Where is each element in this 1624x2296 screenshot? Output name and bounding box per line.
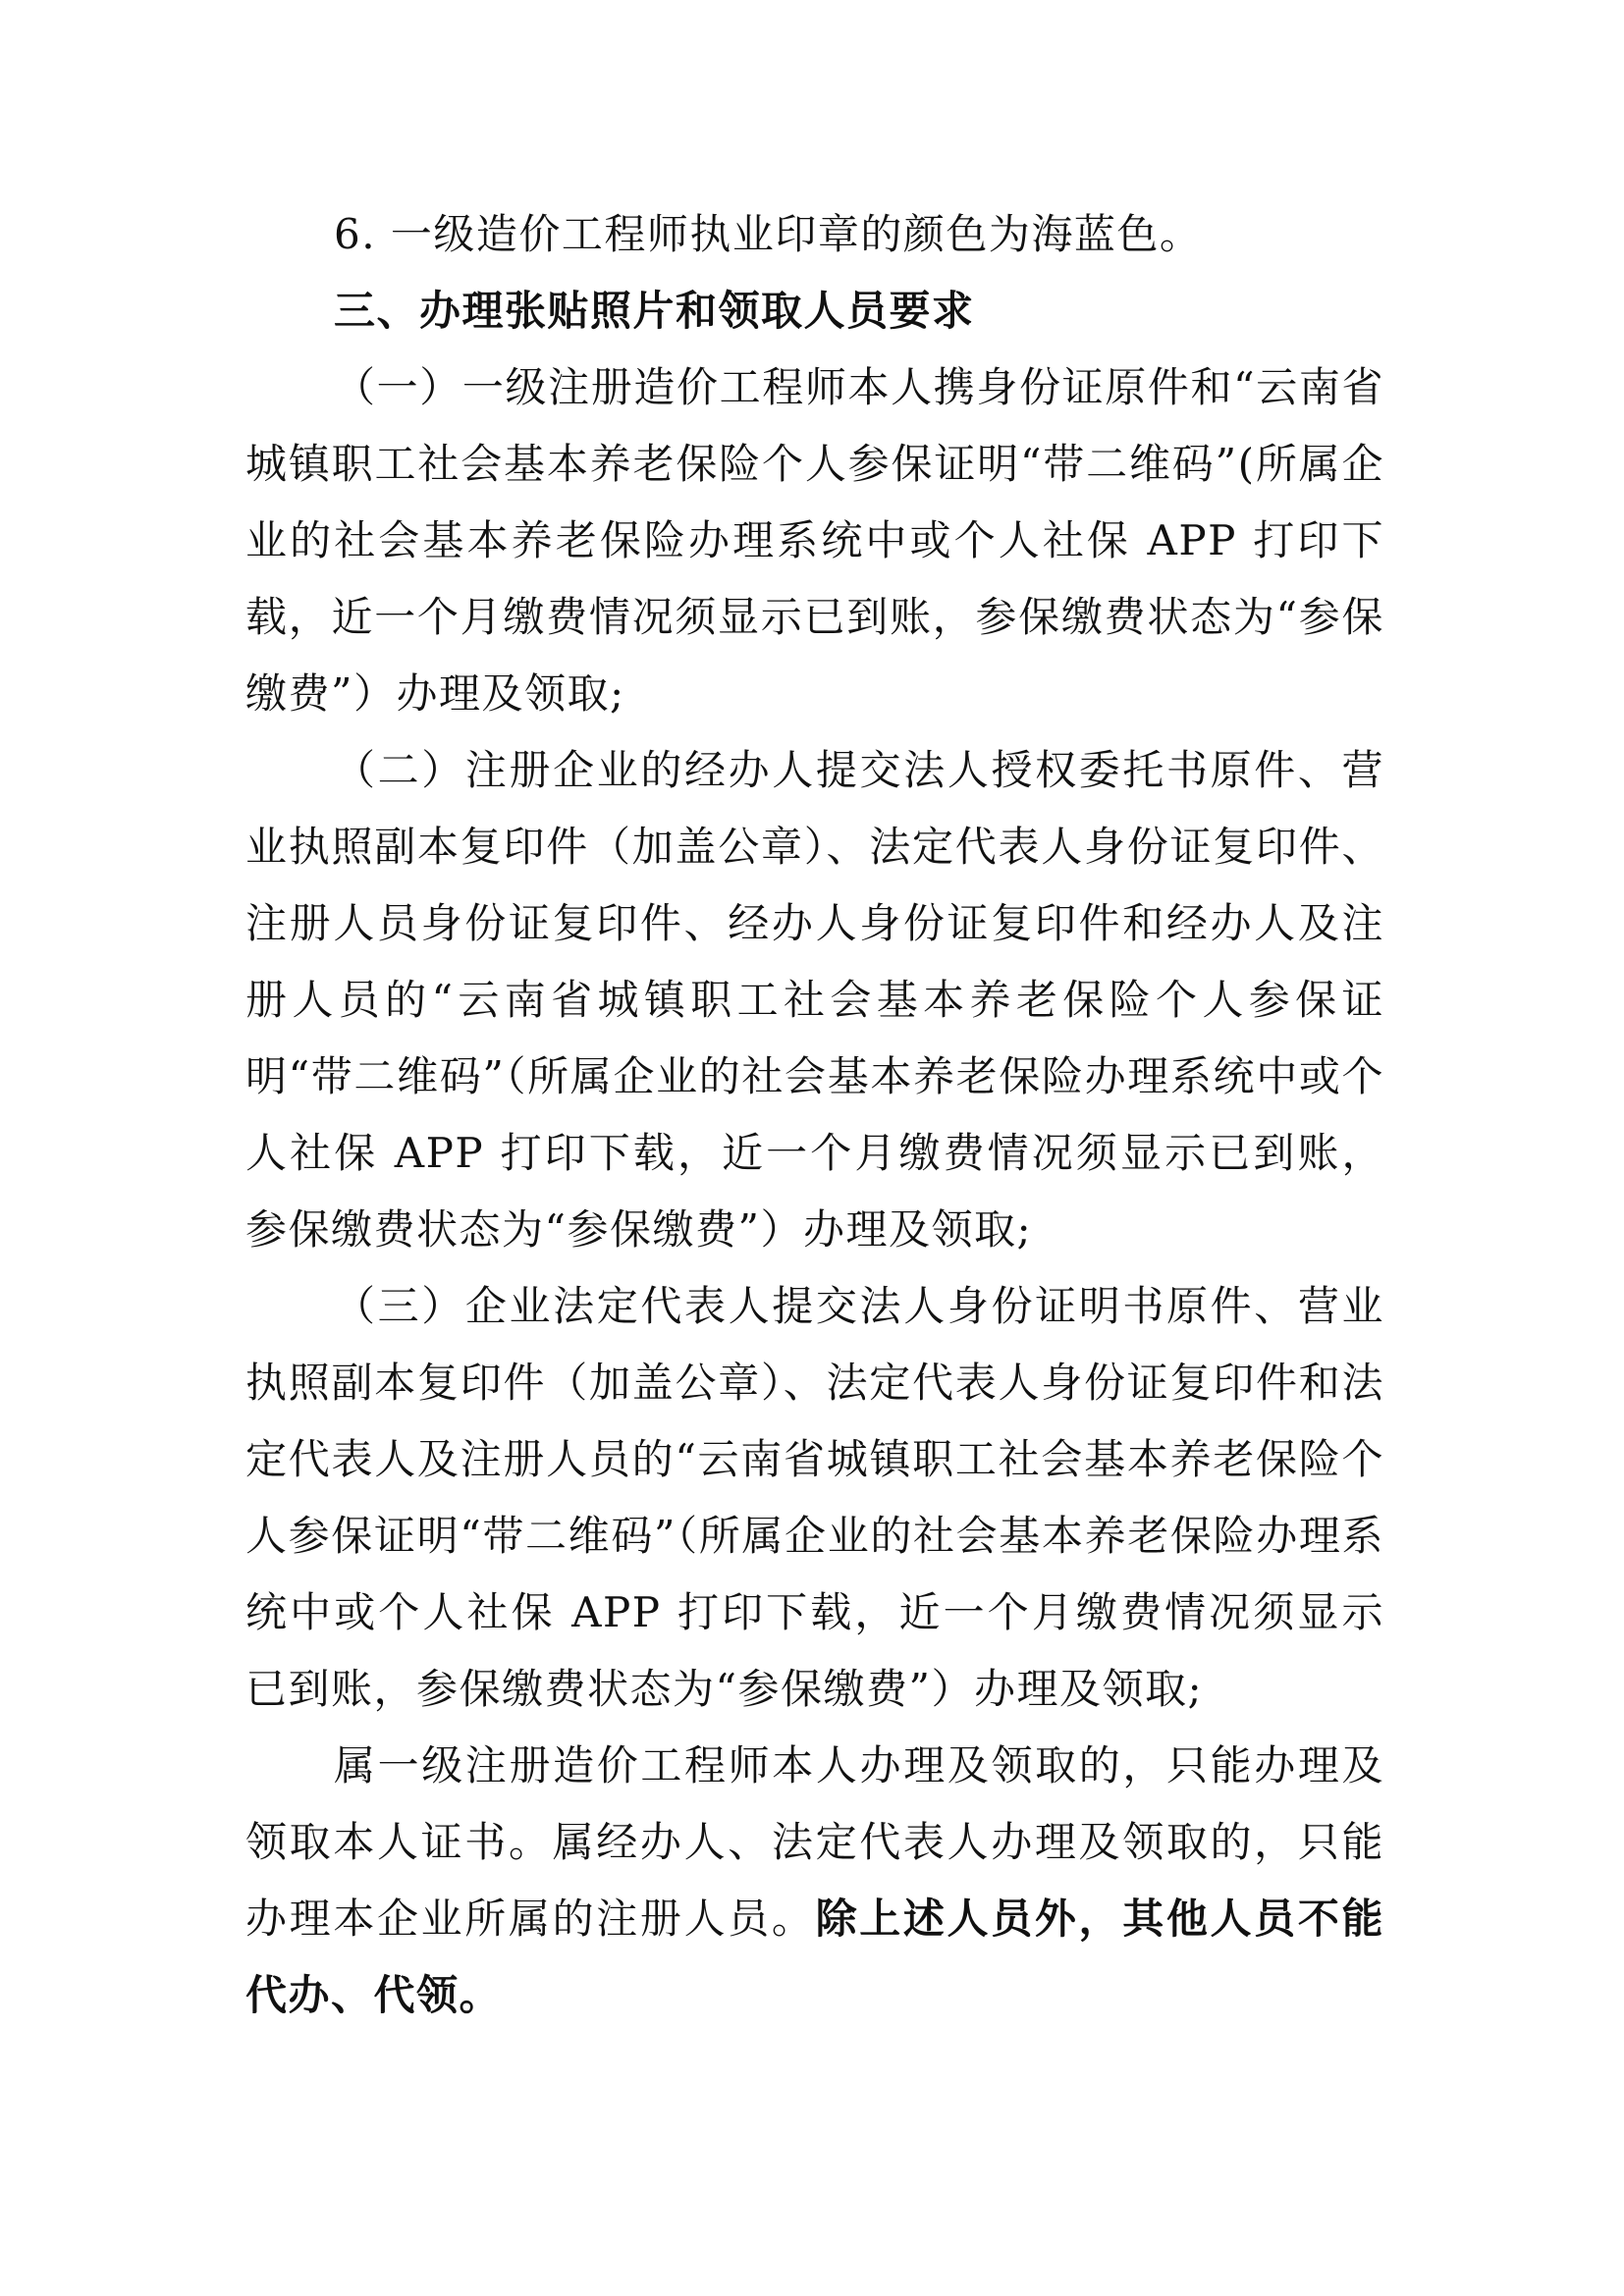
- closing-paragraph: [245, 1728, 1384, 2034]
- clause-1-paragraph: （一）一级注册造价工程师本人携身份证原件和“云南省城镇职工社会基本养老保险个人参保证明“带二维码”(所属企业的社会基本养老保险办理系统中或个人社保 APP 打印下载，近一个月缴费情况须显示已到账，参保缴费状态为“参保缴费”）办理及领取;: [245, 363, 1384, 718]
- closing-bold-text: 除上述人员外，其他人员不能代办、代领。: [245, 1895, 1384, 2019]
- clause-2-paragraph: （二）注册企业的经办人提交法人授权委托书原件、营业执照副本复印件（加盖公章）、法定代表人身份证复印件、注册人员身份证复印件、经办人身份证复印件和经办人及注册人员的“云南省城镇职工社会基本养老保险个人参保证明“带二维码”（所属企业的社会基本养老保险办理系统中或个人社保 APP 打印下载，近一个月缴费情况须显示已到账，参保缴费状态为“参保缴费”）办理及领取;: [245, 746, 1384, 1254]
- section-3-heading: 三、办理张贴照片和领取人员要求: [334, 287, 975, 335]
- clause-3-paragraph: （三）企业法定代表人提交法人身份证明书原件、营业执照副本复印件（加盖公章）、法定代表人身份证复印件和法定代表人及注册人员的“云南省城镇职工社会基本养老保险个人参保证明“带二维码”（所属企业的社会基本养老保险办理系统中或个人社保 APP 打印下载，近一个月缴费情况须显示已到账，参保缴费状态为“参保缴费”）办理及领取;: [245, 1282, 1384, 1713]
- item-6-paragraph: 6. 一级造价工程师执业印章的颜色为海蓝色。: [334, 210, 1203, 258]
- document-body: [245, 196, 1384, 2034]
- closing-text: 属一级注册造价工程师本人办理及领取的，只能办理及领取本人证书。属经办人、法定代表人办理及领取的，只能办理本企业所属的注册人员。: [245, 1741, 1384, 1943]
